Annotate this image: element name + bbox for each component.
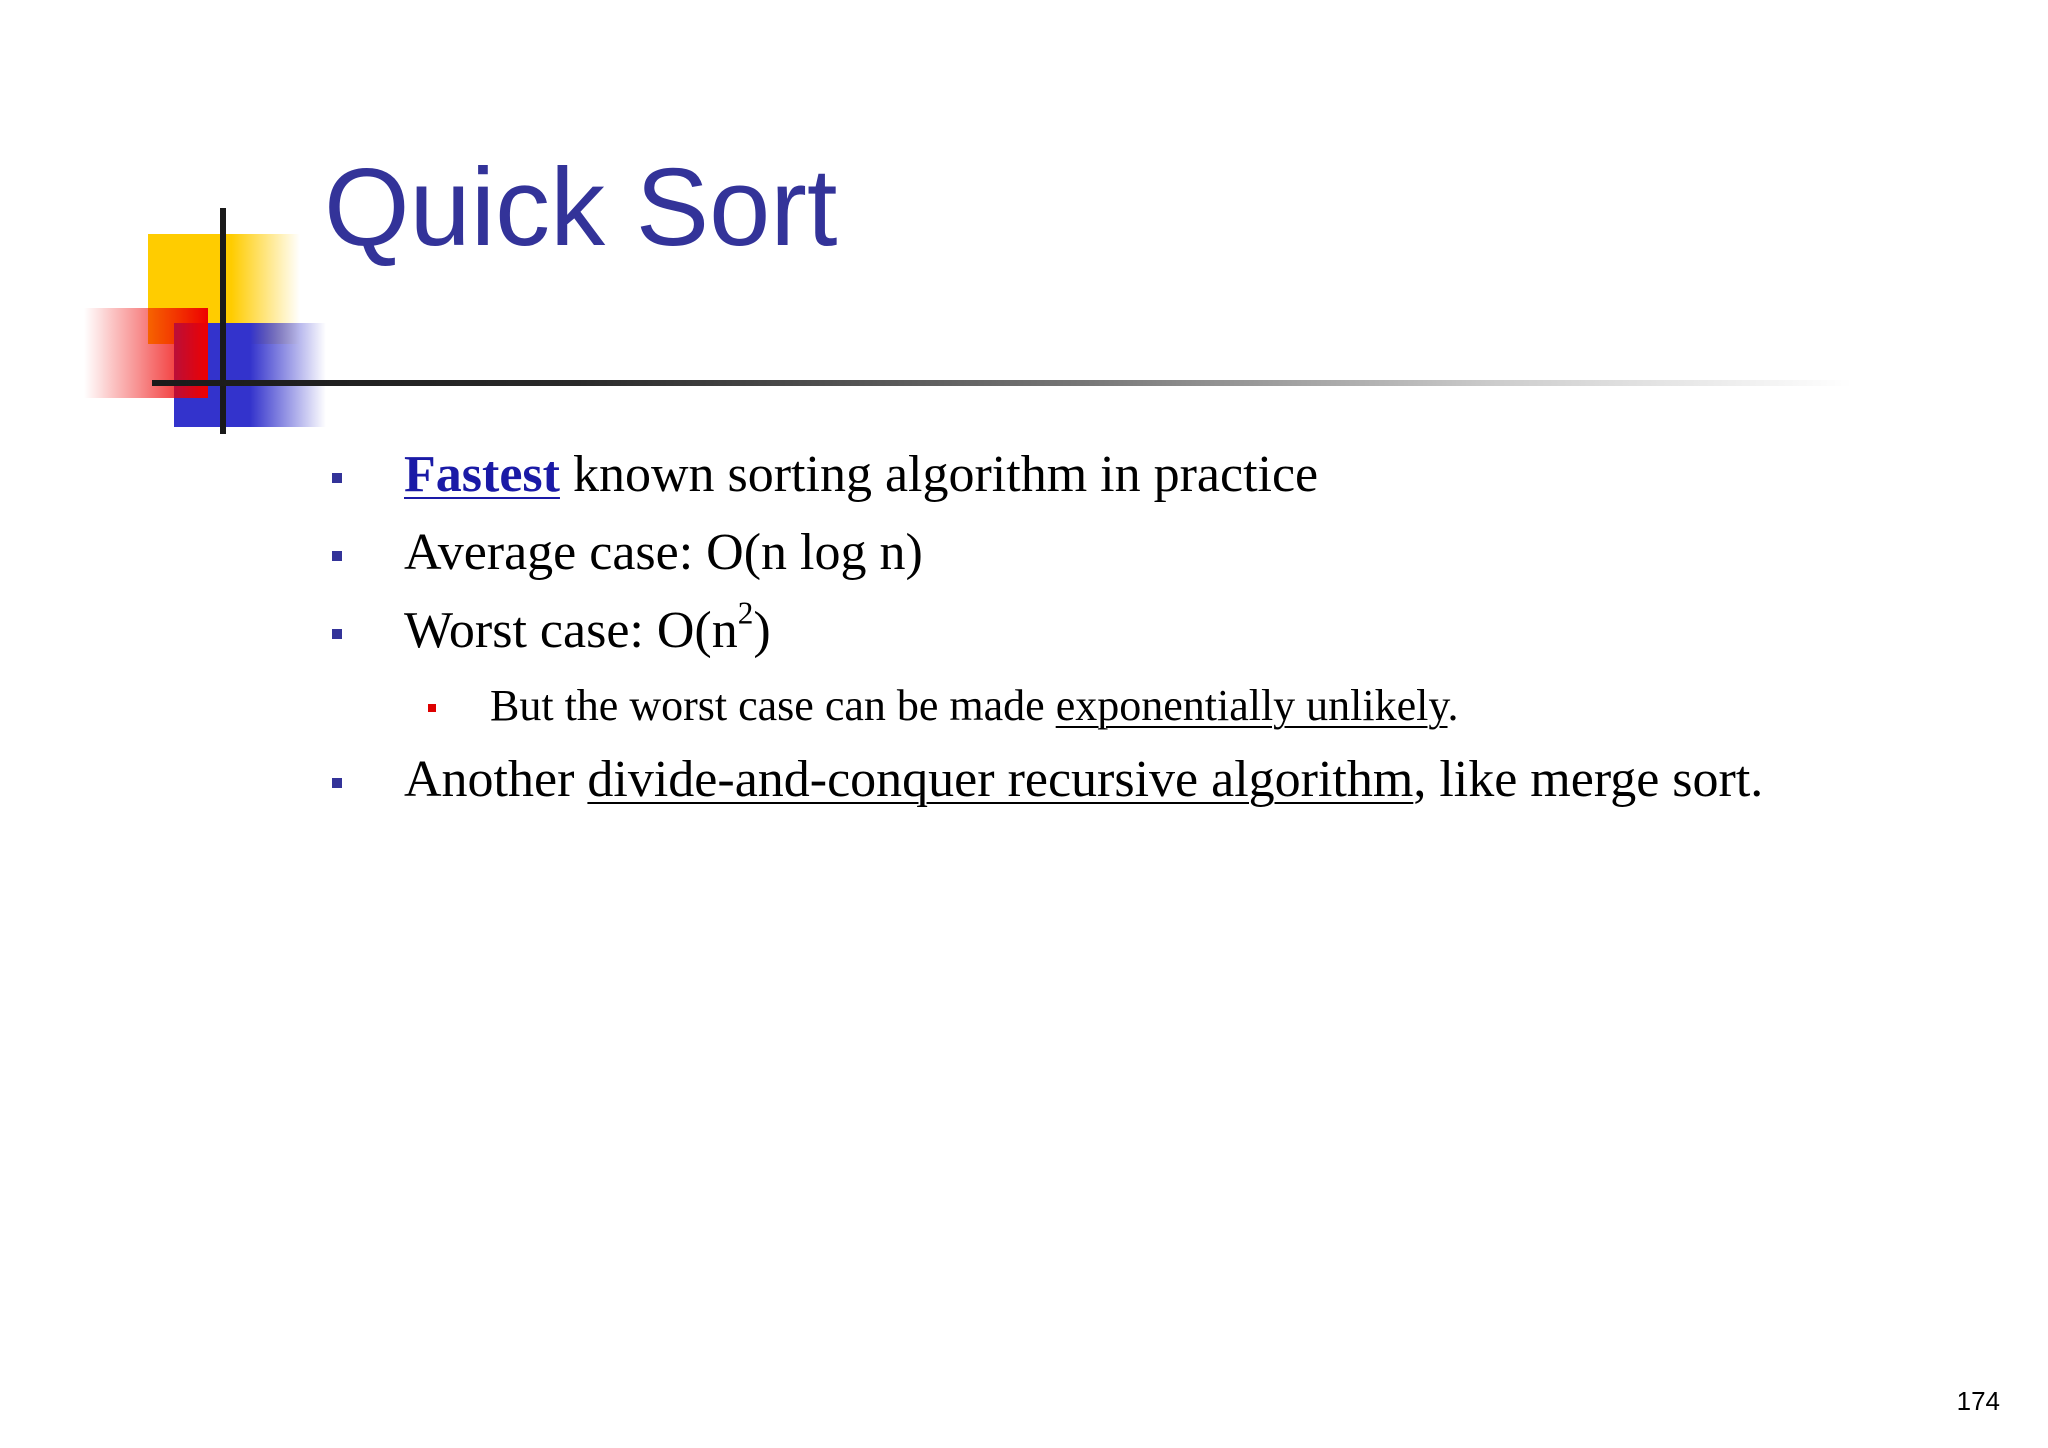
sub-bullet-text-suffix: .: [1447, 681, 1459, 730]
bullet-text: [404, 443, 1318, 507]
sub-bullet-text: [490, 678, 1459, 734]
sub-bullet-square-icon: [428, 704, 436, 712]
underlined-phrase: exponentially unlikely: [1055, 681, 1448, 730]
page-number: 174: [1956, 1386, 2000, 1416]
bullet-square-icon: [332, 778, 342, 788]
bullet-text-suffix: , like merge sort.: [1413, 751, 1764, 808]
sub-bullet-text-prefix: But the worst case can be made: [490, 681, 1056, 730]
bullet-square-icon: [332, 629, 342, 639]
bullet-text: [404, 748, 1763, 812]
bullet-square-icon: [332, 473, 342, 483]
bullet-text-rest: known sorting algorithm in practice: [559, 446, 1319, 503]
fastest-link[interactable]: Fastest: [404, 446, 560, 503]
bullet-square-icon: [332, 551, 342, 561]
bullet-text: Average case: O(n log n): [404, 524, 923, 581]
bullet-text: [404, 595, 771, 663]
superscript-exponent: 2: [737, 595, 754, 631]
slide-title: Quick Sort: [324, 146, 838, 269]
bullet-text-suffix: ): [753, 602, 771, 659]
underlined-phrase: divide-and-conquer recursive algorithm: [587, 751, 1414, 808]
bullet-text-prefix: Another: [404, 751, 588, 808]
bullet-text-prefix: Worst case: O(n: [404, 602, 738, 659]
